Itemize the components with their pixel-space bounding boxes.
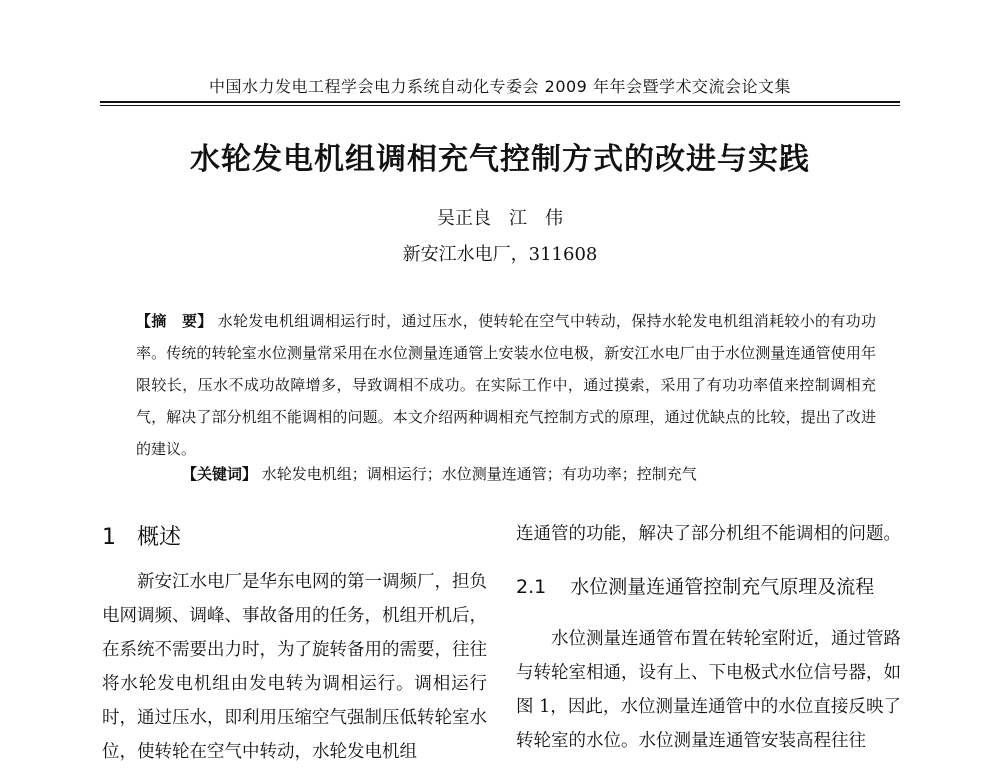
left-column: [102, 565, 487, 769]
section-1-heading: [102, 520, 181, 551]
section-1-number: 1: [102, 525, 116, 550]
paper-affiliation: 新安江水电厂，311608: [402, 244, 598, 265]
keywords-label: 【关键词】: [182, 465, 258, 483]
right-column-carryover: 连通管的功能，解决了部分机组不能调相的问题。: [516, 524, 901, 544]
paper-authors: 吴正良 江 伟: [437, 208, 563, 229]
abstract-label: 【摘 要】: [136, 312, 213, 330]
abstract-text: 水轮发电机组调相运行时，通过压水，使转轮在空气中转动，保持水轮发电机组消耗较小的有功功率。传统的转轮室水位测量常采用在水位测量连通管上安装水位电极，新安江水电厂由于水位测量连通管使用年限较长，压水不成功故障增多，导致调相不成功。在实际工作中，通过摸索，采用了有功功率值来控制调相充气，解决了部分机组不能调相的问题。本文介绍两种调相充气控制方式的原理，通过优缺点的比较，提出了改进的建议。: [136, 312, 876, 458]
header-rule-thick: [100, 101, 900, 103]
section-1-title: 概述: [137, 525, 182, 550]
header-rule-thin: [100, 105, 900, 106]
paper-title: 水轮发电机组调相充气控制方式的改进与实践: [190, 142, 810, 177]
section-2-1-paragraph: 水位测量连通管布置在转轮室附近，通过管路与转轮室相通，设有上、下电极式水位信号器，如图 1，因此，水位测量连通管中的水位直接反映了转轮室的水位。水位测量连通管安装高程往往: [516, 629, 901, 751]
section-1-paragraph: 新安江水电厂是华东电网的第一调频厂，担负电网调频、调峰、事故备用的任务，机组开机后，在系统不需要出力时，为了旋转备用的需要，往往将水轮发电机组由发电转为调相运行。调相运行时，通过压水，即利用压缩空气强制压低转轮室水位，使转轮在空气中转动，水轮发电机组: [102, 572, 487, 762]
keywords: [182, 463, 697, 484]
right-column: [516, 622, 901, 758]
section-2-1-number: 2.1: [516, 576, 547, 598]
section-2-1-title: 水位测量连通管控制充气原理及流程: [570, 576, 875, 598]
journal-header: 中国水力发电工程学会电力系统自动化专委会 2009 年年会暨学术交流会论文集: [209, 77, 791, 96]
section-2-1-heading: [516, 572, 874, 599]
keywords-text: 水轮发电机组；调相运行；水位测量连通管；有功功率；控制充气: [261, 465, 697, 483]
abstract: [136, 305, 876, 465]
